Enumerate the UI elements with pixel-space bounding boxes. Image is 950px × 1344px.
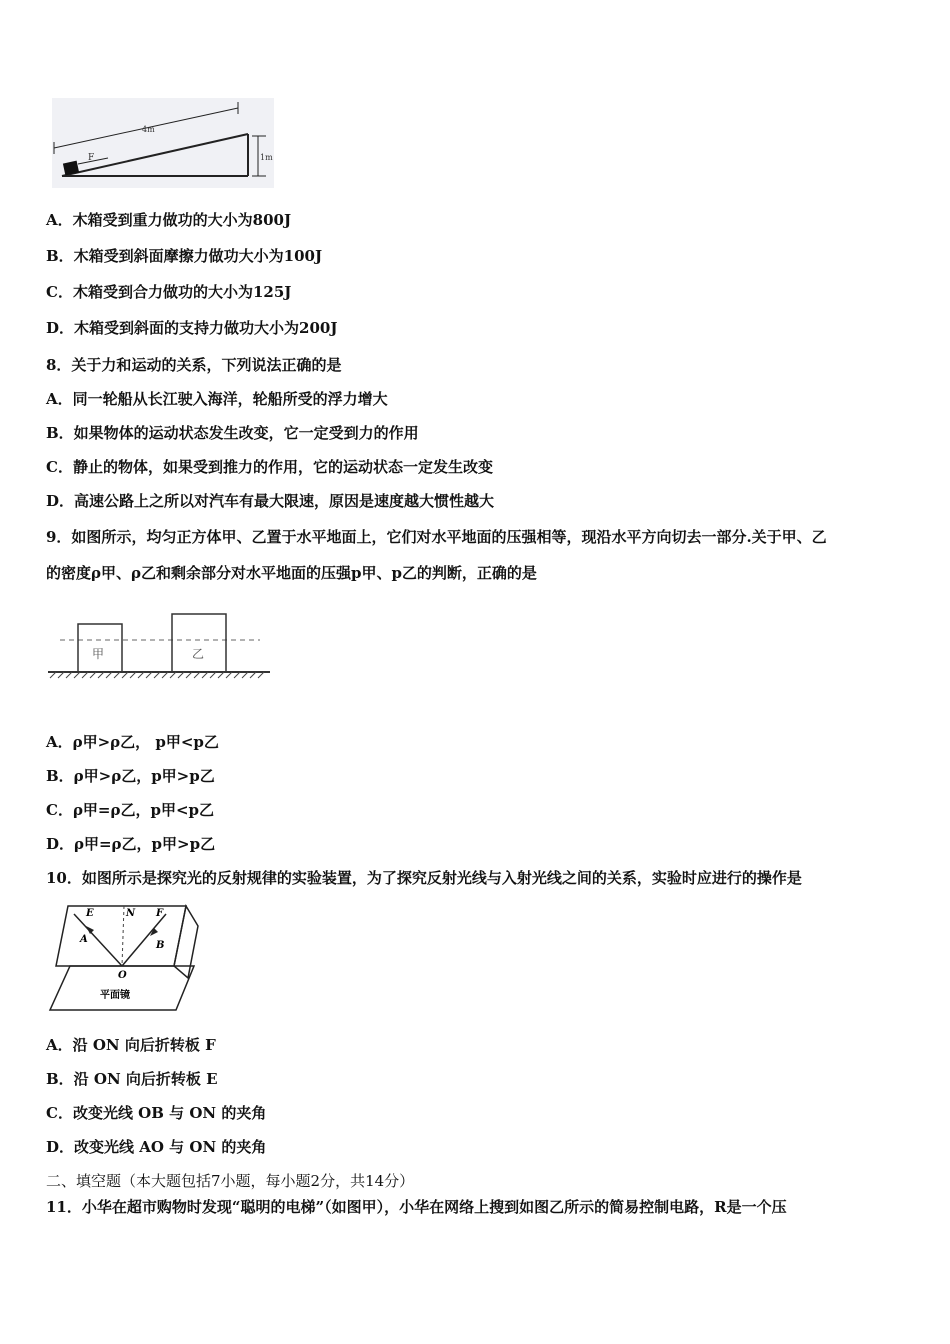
- force-label: F: [88, 153, 95, 163]
- q10-stem: 10．如图所示是探究光的反射规律的实验装置，为了探究反射光线与入射光线之间的关系，实验时应进行的操作是: [46, 869, 802, 887]
- q9-option-a: A．ρ甲>ρ乙， p甲<p乙: [46, 733, 219, 751]
- label-a: A: [80, 934, 88, 945]
- reflection-figure: [46, 898, 206, 1018]
- label-b: B: [156, 940, 165, 951]
- q9-option-d: D．ρ甲=ρ乙，p甲>p乙: [46, 835, 216, 853]
- q10-option-d: D．改变光线 AO 与 ON 的夹角: [46, 1138, 267, 1156]
- q9-option-c: C．ρ甲=ρ乙，p甲<p乙: [46, 801, 215, 819]
- cubes-figure: [46, 608, 272, 686]
- label-o: O: [118, 970, 127, 981]
- label-n: N: [126, 908, 136, 919]
- q7-option-b: B．木箱受到斜面摩擦力做功大小为100J: [46, 247, 323, 265]
- q9-option-b: B．ρ甲>ρ乙，p甲>p乙: [46, 767, 215, 785]
- q10-option-a: A．沿 ON 向后折转板 F: [46, 1036, 216, 1054]
- cube-label-jia: 甲: [92, 647, 105, 661]
- q10-option-c: C．改变光线 OB 与 ON 的夹角: [46, 1104, 267, 1122]
- label-e: E: [86, 908, 94, 919]
- q8-option-b: B．如果物体的运动状态发生改变，它一定受到力的作用: [46, 424, 419, 442]
- incline-figure: [52, 98, 274, 188]
- length-label: 4m: [142, 125, 155, 134]
- q10-option-b: B．沿 ON 向后折转板 E: [46, 1070, 218, 1088]
- q8-option-a: A．同一轮船从长江驶入海洋，轮船所受的浮力增大: [46, 390, 388, 408]
- cube-label-yi: 乙: [192, 647, 205, 661]
- q8-option-d: D．高速公路上之所以对汽车有最大限速，原因是速度越大惯性越大: [46, 492, 495, 510]
- label-mirror: 平面镜: [100, 990, 130, 1001]
- height-label: 1m: [260, 153, 273, 162]
- q9-stem-line2: 的密度ρ甲、ρ乙和剩余部分对水平地面的压强p甲、p乙的判断，正确的是: [46, 564, 537, 582]
- q7-option-c: C．木箱受到合力做功的大小为125J: [46, 283, 292, 301]
- q8-option-c: C．静止的物体，如果受到推力的作用，它的运动状态一定发生改变: [46, 458, 493, 476]
- q7-option-a: A．木箱受到重力做功的大小为800J: [46, 211, 292, 229]
- q8-stem: 8．关于力和运动的关系，下列说法正确的是: [46, 356, 342, 374]
- q9-stem-line1: 9．如图所示，均匀正方体甲、乙置于水平地面上，它们对水平地面的压强相等，现沿水平方向切去一部分.关于甲、乙: [46, 528, 827, 546]
- section-title: 二、填空题（本大题包括7小题，每小题2分，共14分）: [46, 1172, 415, 1190]
- q7-option-d: D．木箱受到斜面的支持力做功大小为200J: [46, 319, 338, 337]
- label-f: F: [156, 908, 164, 919]
- q11-line1: 11．小华在超市购物时发现“聪明的电梯”（如图甲），小华在网络上搜到如图乙所示的简易控制电路，R是一个压: [46, 1198, 787, 1216]
